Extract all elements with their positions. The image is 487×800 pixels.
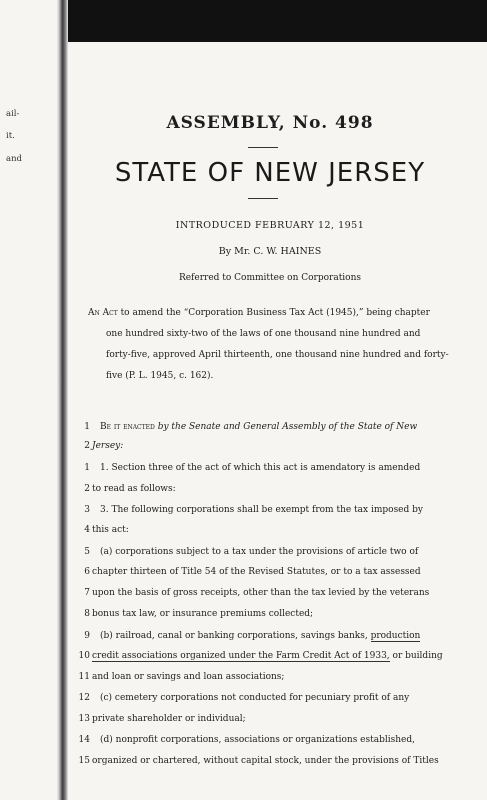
- bill-line: 14 (d) nonprofit corporations, associations or organizations established,: [78, 735, 415, 745]
- divider: [248, 147, 278, 148]
- state-heading: STATE OF NEW JERSEY: [114, 158, 426, 188]
- scan-binding-shadow: [56, 0, 68, 800]
- bill-line: 4 this act:: [84, 525, 129, 535]
- enacting-text: by the Senate and General Assembly of the State of New: [154, 422, 418, 432]
- margin-fragment: ail-: [6, 109, 20, 119]
- margin-fragment: it.: [6, 131, 15, 141]
- title-line: one hundred sixty-two of the laws of one thousand nine hundred and: [106, 329, 421, 339]
- bill-line: 12 (c) cemetery corporations not conducted for pecuniary profit of any: [78, 693, 410, 703]
- bill-line: 6 chapter thirteen of Title 54 of the Revised Statutes, or to a tax assessed: [84, 567, 421, 577]
- divider: [248, 198, 278, 199]
- enacting-clause-line: 2 Jersey:: [84, 441, 124, 451]
- introduced-date: INTRODUCED FEBRUARY 12, 1951: [175, 220, 365, 231]
- bill-line: 5 (a) corporations subject to a tax under the provisions of article two of: [84, 547, 419, 557]
- enacting-text: Jersey:: [92, 441, 124, 451]
- committee-referral: Referred to Committee on Corporations: [178, 273, 362, 283]
- bill-line: 2 to read as follows:: [84, 484, 176, 494]
- scan-top-border: [62, 0, 487, 42]
- bill-number: ASSEMBLY, No. 498: [166, 113, 374, 133]
- title-line: forty-five, approved April thirteenth, one thousand nine hundred and forty-: [106, 350, 449, 360]
- bill-line: 10 credit associations organized under the Farm Credit Act of 1933, or building: [78, 651, 443, 661]
- act-lead: An Act: [88, 308, 118, 318]
- amended-text: production: [370, 631, 421, 641]
- bill-line: 3 3. The following corporations shall be exempt from the tax imposed by: [84, 505, 423, 515]
- bill-line: 9 (b) railroad, canal or banking corporations, savings banks, production: [84, 631, 421, 641]
- sponsor: By Mr. C. W. HAINES: [218, 246, 322, 257]
- margin-fragment: and: [6, 154, 22, 164]
- enacting-lead: Be it enacted: [100, 422, 155, 432]
- bill-line: 8 bonus tax law, or insurance premiums collected;: [84, 609, 314, 619]
- bill-line: 7 upon the basis of gross receipts, other than the tax levied by the veterans: [84, 588, 430, 598]
- bill-line: 15 organized or chartered, without capital stock, under the provisions of Titles: [78, 756, 439, 766]
- title-line: five (P. L. 1945, c. 162).: [106, 371, 214, 381]
- bill-line: 13 private shareholder or individual;: [78, 714, 246, 724]
- bill-line: 11 and loan or savings and loan associations;: [78, 672, 285, 682]
- enacting-clause-line: 1 Be it enacted by the Senate and General Assembly of the State of New: [84, 422, 418, 432]
- bill-title: [88, 303, 449, 387]
- title-line: to amend the “Corporation Business Tax Act (1945),” being chapter: [117, 308, 430, 318]
- bill-line: 1 1. Section three of the act of which this act is amendatory is amended: [84, 463, 421, 473]
- amended-text: credit associations organized under the Farm Credit Act of 1933,: [92, 651, 390, 661]
